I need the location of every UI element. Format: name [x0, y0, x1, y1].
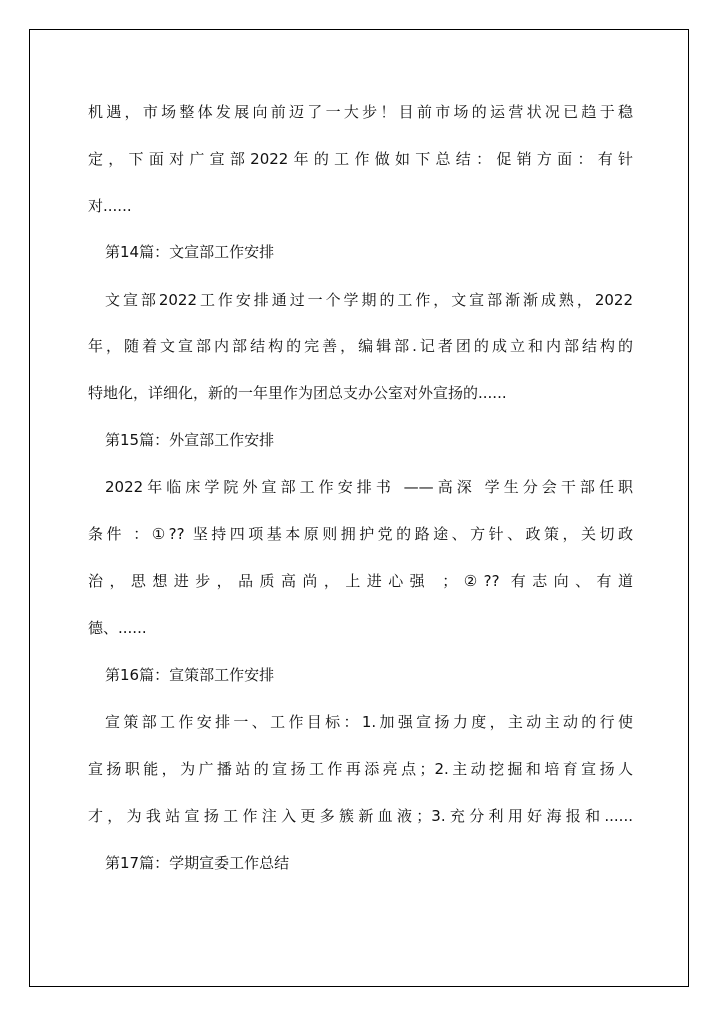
- section-heading: 第16篇：宣策部工作安排: [105, 666, 275, 684]
- section-heading: 第17篇：学期宣委工作总结: [105, 854, 290, 872]
- text-line: 才，为我站宣扬工作注入更多簇新血液；3.充分利用好海报和......: [88, 807, 633, 825]
- text-line: 宣策部工作安排一、工作目标：1.加强宣扬力度，主动主动的行使: [105, 713, 633, 731]
- section-heading: 第14篇：文宣部工作安排: [105, 243, 275, 261]
- text-line: 定，下面对广宣部2022年的工作做如下总结：促销方面：有针: [88, 150, 633, 168]
- page-border: [29, 29, 689, 987]
- text-line: 文宣部2022工作安排通过一个学期的工作，文宣部渐渐成熟，2022: [105, 291, 633, 309]
- text-line: 2022年临床学院外宣部工作安排书 ——高深 学生分会干部任职: [105, 478, 633, 496]
- section-heading: 第15篇：外宣部工作安排: [105, 431, 275, 449]
- text-line: 对......: [88, 197, 132, 215]
- text-line: 德、......: [88, 619, 147, 637]
- text-line: 治，思想进步，品质高尚，上进心强 ；②?? 有志向、有道: [88, 572, 633, 590]
- text-line: 条件 ：①?? 坚持四项基本原则拥护党的路途、方针、政策，关切政: [88, 525, 633, 543]
- text-line: 特地化，详细化，新的一年里作为团总支办公室对外宣扬的......: [88, 384, 507, 402]
- text-line: 机遇，市场整体发展向前迈了一大步！目前市场的运营状况已趋于稳: [88, 103, 633, 121]
- text-line: 宣扬职能，为广播站的宣扬工作再添亮点；2.主动挖掘和培育宣扬人: [88, 760, 633, 778]
- text-line: 年，随着文宣部内部结构的完善，编辑部.记者团的成立和内部结构的: [88, 337, 633, 355]
